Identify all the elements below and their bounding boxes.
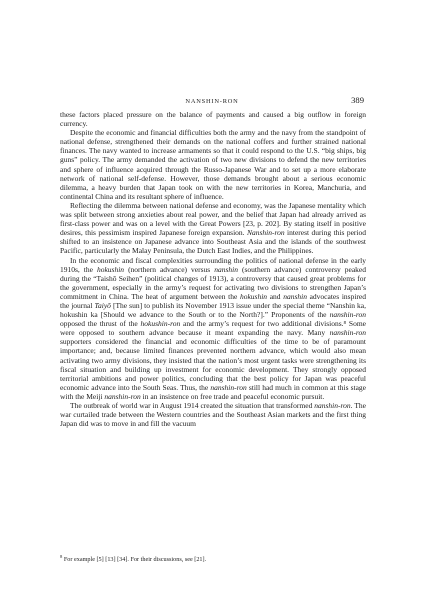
italic-term: hokushin-ron	[140, 319, 181, 329]
italic-term: nanshin	[214, 264, 238, 274]
paragraph	[60, 401, 366, 428]
text-run: advocates inspired the journal	[60, 291, 366, 310]
italic-term: nanshin-ron	[210, 382, 247, 392]
text-run: and the army’s request for two additional divisions.⁸ Some were opposed to southern advance because it meant expanding the navy. Many	[60, 319, 366, 338]
text-run: opposed the thrust of the	[60, 319, 141, 329]
text-run: interest during this period shifted to an insistence on Japanese advance into Southeast Asia and the islands of the southwest Pacific, particularly the Malay Peninsula, the Dutch East Indies, and the Philippines.	[60, 228, 366, 256]
text-run: still had much in common at this stage with the Meiji	[60, 382, 366, 401]
italic-term: hokushin	[239, 291, 268, 301]
text-run: Reflecting the dilemma between national defense and economy, was the Japanese mentality which was split between strong anxieties about real power, and the belief that Japan had already arrived as first-class power and was on a level with the Great Powers [23, p. 202]. By stating itself in positive desires, this pessimism inspired Japanese foreign expansion.	[60, 200, 366, 238]
text-run: in an insistence on free trade and peaceful economic pursuit.	[140, 391, 325, 401]
italic-term: Nanshin-ron	[246, 228, 285, 238]
footnote-text: For example [5] [13] [34]. For their discussions, see [21].	[62, 556, 207, 564]
text-run: The outbreak of world war in August 1914 created the situation that transformed	[70, 401, 315, 410]
italic-term: nanshin-ron	[314, 401, 351, 410]
text-run: supporters considered the financial and economic difficulties of the time to be of paramount importance; and, because limited finances prevented northern advance, which would also mean activating two army divisions, they insisted that the nation’s most urgent tasks were strengthening its fiscal situation and building up investment for economic development. They strongly opposed territorial ambitions and power politics, concluding that the best policy for Japan was peaceful economic advance into the South Seas. Thus, the	[60, 337, 366, 392]
paragraph	[60, 256, 366, 402]
text-run: . The war curtailed trade between the Western countries and the Southeast Asian markets and the first thing Japan did was to move in and fill the vacuum	[60, 401, 366, 429]
body-text	[60, 110, 366, 428]
page-number: 389	[351, 95, 364, 105]
footnote-marker: 8	[60, 554, 63, 559]
text-run: (southern advance) controversy peaked during the “Taishō Seihen” (political changes of 1913), a controversy that caused great problems for the government, especially in the army’s request for activating two divisions to strengthen Japan’s commitment in China. The heat of argument between the	[60, 264, 366, 301]
footnote	[60, 553, 366, 564]
text-run: [The sun] to publish its November 1913 issue under the special theme “Nanshin ka, hokushin ka [Should we advance to the South or to the North?].” Proponents of the	[60, 300, 366, 320]
italic-term: nanshin-ron	[329, 310, 366, 320]
italic-term: Taiyō	[94, 300, 111, 310]
italic-term: hokushin	[96, 264, 125, 274]
italic-term: nanshin	[283, 291, 307, 301]
paragraph	[60, 201, 366, 256]
italic-term: nanshin-ron	[104, 391, 141, 401]
paragraph	[60, 128, 366, 201]
text-run: In the economic and fiscal complexities surrounding the politics of national defense in the early 1910s, the	[60, 255, 366, 274]
text-run: these factors placed pressure on the balance of payments and caused a big outflow in foreign currency.	[60, 110, 366, 129]
text-run: (northern advance) versus	[124, 264, 215, 274]
running-head: NANSHIN-RON	[185, 98, 239, 105]
text-run: Despite the economic and financial difficulties both the army and the navy from the standpoint of national defense, strengthened their demands on the national coffers and further strained national finances. The navy wanted to increase armaments so that it could respond to the U.S. “big ships, big guns” policy. The army demanded the activation of two new divisions to defend the new territories and sphere of influence acquired through the Russo-Japanese War and to set up a more elaborate network of national self-defense. However, those demands brought about a serious economic dilemma, a heavy burden that Japan took on with the new territories in Korea, Manchuria, and continental China and its resultant sphere of influence.	[60, 128, 366, 201]
text-run: and	[267, 291, 284, 301]
italic-term: nanshin-ron	[329, 328, 366, 338]
paragraph	[60, 110, 366, 128]
